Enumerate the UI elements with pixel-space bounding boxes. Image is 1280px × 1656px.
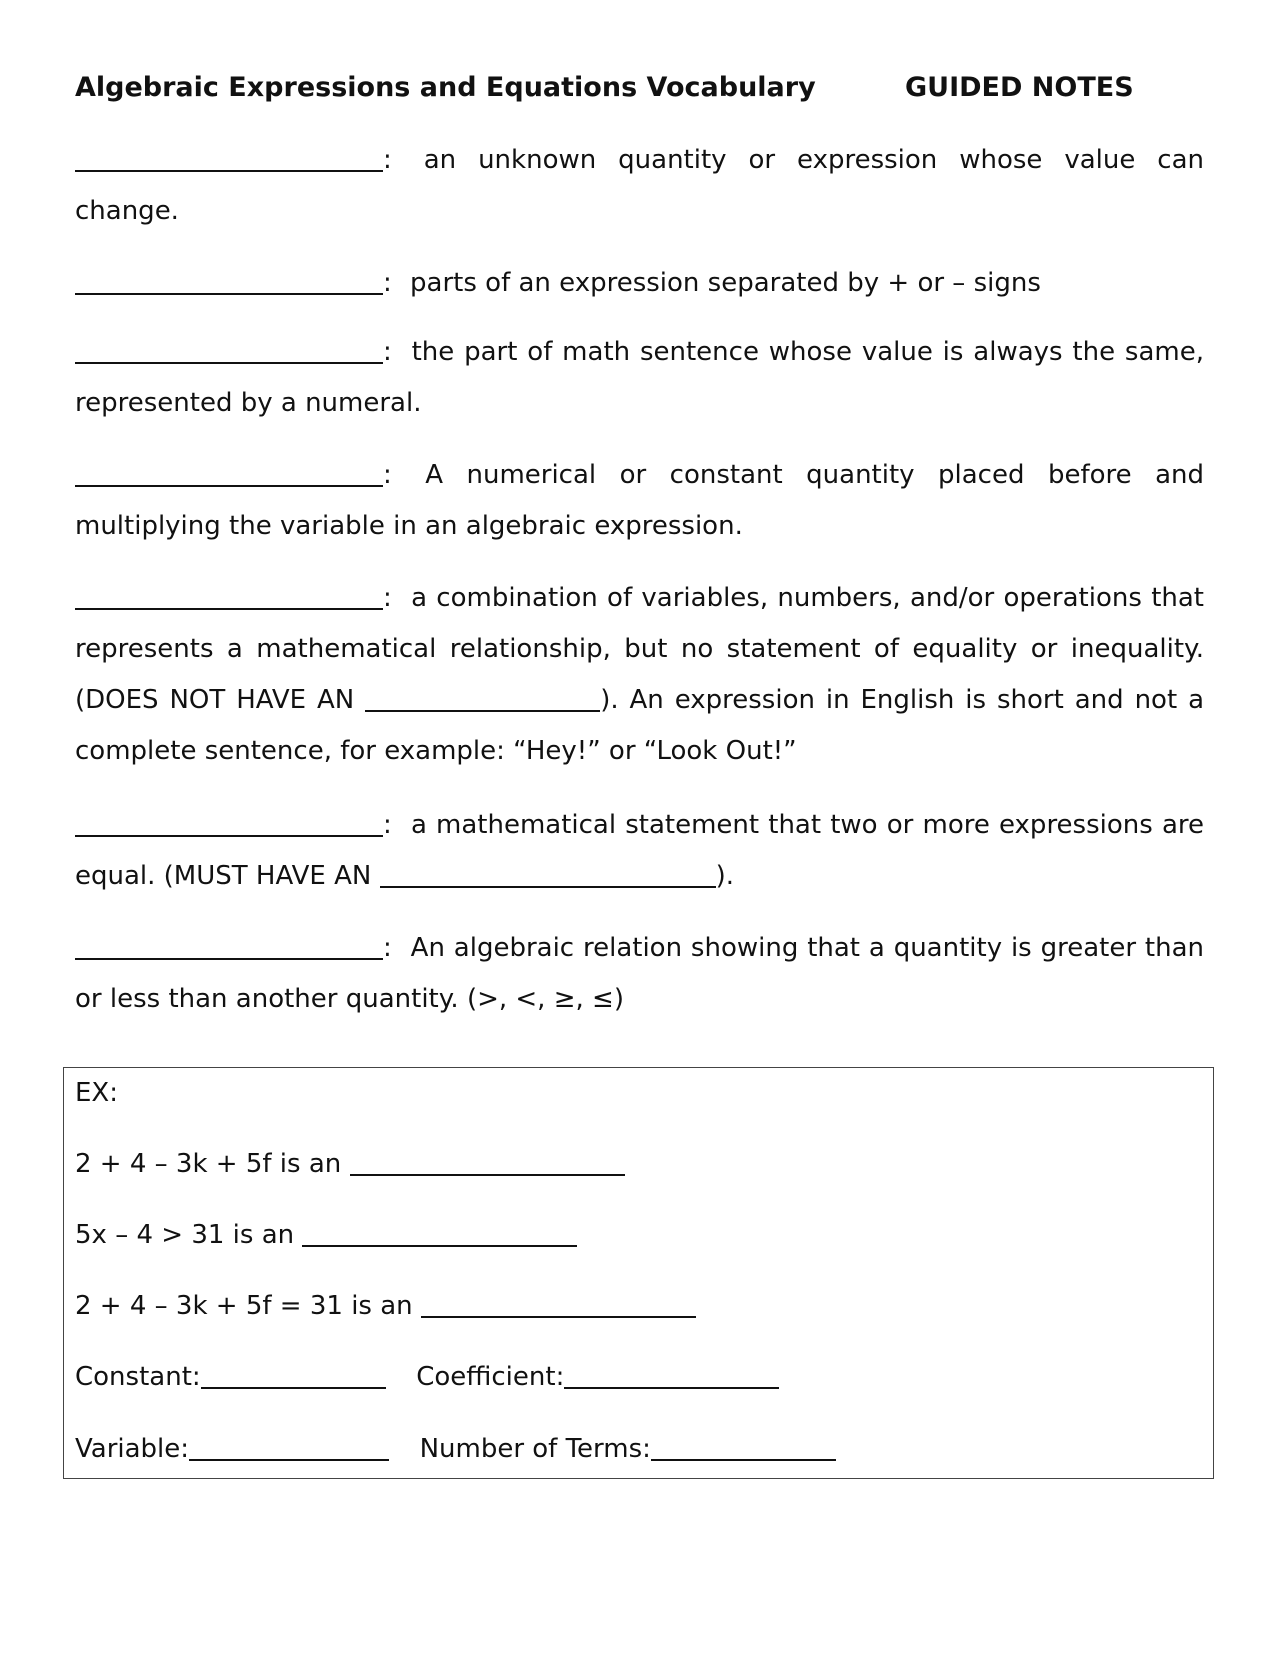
definition-text: A numerical or constant quantity placed before and multiplying the variable in an algebraic expression. [75, 460, 1204, 541]
term-blank[interactable] [75, 334, 383, 364]
header [75, 72, 1204, 112]
example-line-inequality [75, 1217, 577, 1252]
page-title: Algebraic Expressions and Equations Vocabulary [75, 72, 816, 103]
example-line-equation [75, 1288, 696, 1323]
vocab-entry-variable [75, 135, 1204, 237]
term-blank[interactable] [75, 142, 383, 172]
vocab-entry-constant [75, 327, 1204, 429]
definition-text: a combination of variables, numbers, and/or operations that represents a mathematical relationship, but no statement of equality or inequality. (DOES NOT HAVE AN [75, 583, 1204, 715]
example-line-expression [75, 1146, 625, 1181]
terms-label: Number of Terms: [419, 1434, 651, 1464]
vocab-entry-terms [75, 258, 1204, 309]
examples-box [63, 1067, 1214, 1479]
constant-blank[interactable] [201, 1359, 386, 1389]
definition-text: parts of an expression separated by + or – signs [410, 268, 1041, 298]
terms-blank[interactable] [651, 1431, 836, 1461]
examples-heading: EX: [75, 1078, 118, 1108]
colon: : [383, 460, 392, 490]
colon: : [383, 583, 392, 613]
definition-text-continued: ). [715, 861, 734, 891]
coefficient-blank[interactable] [564, 1359, 779, 1389]
answer-blank[interactable] [302, 1217, 577, 1247]
vocab-entry-coefficient [75, 450, 1204, 552]
vocab-entry-expression [75, 573, 1204, 777]
equal-sign-blank[interactable] [380, 858, 716, 888]
term-blank[interactable] [75, 580, 383, 610]
colon: : [383, 933, 392, 963]
term-blank[interactable] [75, 807, 383, 837]
answer-blank[interactable] [350, 1146, 625, 1176]
colon: : [383, 810, 392, 840]
guided-notes-label: GUIDED NOTES [905, 72, 1134, 103]
colon: : [383, 145, 392, 175]
definition-text: a mathematical statement that two or more expressions are equal. (MUST HAVE AN [75, 810, 1205, 891]
definition-text: the part of math sentence whose value is always the same, represented by a numeral. [75, 337, 1204, 418]
term-blank[interactable] [75, 265, 383, 295]
term-blank[interactable] [75, 457, 383, 487]
term-blank[interactable] [75, 930, 383, 960]
example-text: 2 + 4 – 3k + 5f = 31 is an [75, 1291, 413, 1321]
answer-blank[interactable] [421, 1288, 696, 1318]
equal-sign-blank[interactable] [365, 682, 600, 712]
vocab-entry-equation [75, 800, 1204, 902]
coefficient-label: Coefficient: [416, 1362, 565, 1392]
definition-text-continued: ). An expression in English is short and not a complete sentence, for example: “Hey!” or “Look Out!” [75, 685, 1205, 766]
constant-coefficient-line [75, 1359, 779, 1394]
variable-terms-line [75, 1431, 836, 1466]
vocab-entry-inequality [75, 923, 1204, 1025]
variable-blank[interactable] [189, 1431, 389, 1461]
definition-text: An algebraic relation showing that a quantity is greater than or less than another quantity. (>, <, ≥, ≤) [75, 933, 1205, 1014]
example-text: 2 + 4 – 3k + 5f is an [75, 1149, 342, 1179]
definition-text: an unknown quantity or expression whose value can change. [75, 145, 1205, 226]
colon: : [383, 337, 392, 367]
example-text: 5x – 4 > 31 is an [75, 1220, 295, 1250]
colon: : [383, 268, 392, 298]
constant-label: Constant: [75, 1362, 201, 1392]
variable-label: Variable: [75, 1434, 190, 1464]
